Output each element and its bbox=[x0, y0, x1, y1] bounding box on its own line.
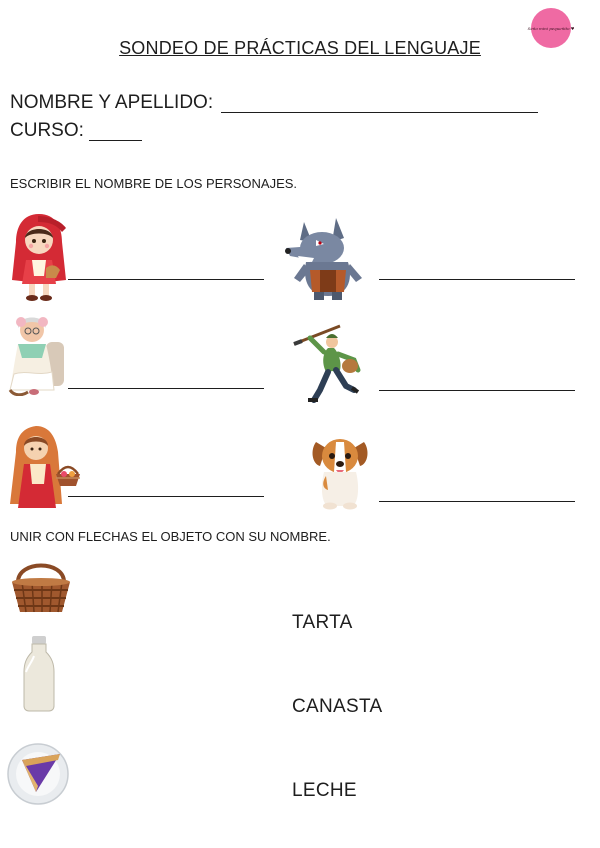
answer-line-2[interactable] bbox=[379, 279, 575, 280]
answer-line-4[interactable] bbox=[379, 390, 575, 391]
page-title: SONDEO DE PRÁCTICAS DEL LENGUAJE bbox=[119, 38, 481, 58]
course-field bbox=[10, 120, 84, 142]
logo-text: Seño mini pequeñito ♥ bbox=[527, 25, 575, 31]
name-field bbox=[10, 92, 213, 114]
puppy-icon bbox=[310, 432, 370, 510]
instruction-characters: ESCRIBIR EL NOMBRE DE LOS PERSONAJES. bbox=[10, 176, 298, 191]
word-tarta[interactable]: TARTA bbox=[292, 612, 353, 633]
answer-line-5[interactable] bbox=[68, 496, 264, 497]
name-blank[interactable] bbox=[221, 112, 538, 113]
course-blank[interactable] bbox=[89, 140, 142, 141]
grandmother-icon bbox=[8, 314, 68, 396]
answer-line-1[interactable] bbox=[68, 279, 264, 280]
pie-slice-icon[interactable] bbox=[6, 740, 70, 806]
red-riding-hood-icon bbox=[8, 210, 70, 302]
wolf-icon bbox=[284, 212, 370, 302]
answer-line-6[interactable] bbox=[379, 501, 575, 502]
hunter-icon bbox=[292, 324, 368, 406]
word-canasta[interactable]: CANASTA bbox=[292, 696, 383, 717]
instruction-match: UNIR CON FLECHAS EL OBJETO CON SU NOMBRE. bbox=[10, 529, 331, 544]
word-leche[interactable]: LECHE bbox=[292, 780, 357, 801]
name-label: NOMBRE Y APELLIDO: bbox=[10, 92, 214, 113]
basket-icon[interactable] bbox=[10, 556, 72, 616]
answer-line-3[interactable] bbox=[68, 388, 264, 389]
course-label: CURSO: bbox=[10, 120, 84, 141]
milk-bottle-icon[interactable] bbox=[22, 636, 56, 712]
girl-with-basket-icon bbox=[8, 424, 82, 514]
